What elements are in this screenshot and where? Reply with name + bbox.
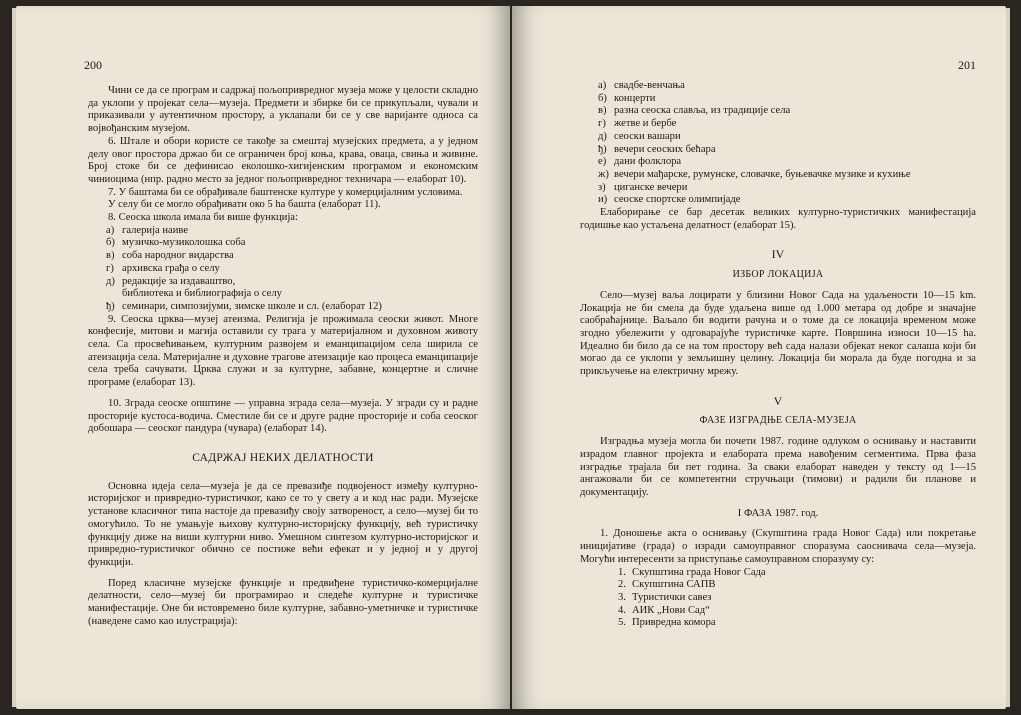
- list-item: библиотека и библиографија о селу: [122, 288, 282, 300]
- list-item: д) редакције за издаваштво,: [106, 275, 236, 287]
- right-page-edge: [1006, 8, 1010, 707]
- list-item: 2. Скупштина САПВ: [618, 579, 716, 591]
- left-page-text: [88, 85, 478, 628]
- paragraph: 10. Зграда сеоске општине — управна зграда села—музеја. У згради су и радне просторије кустоса-водича. Сместиле би се и друге радне просторије и соба сеоског добошара — сеоског пандура (чувара) (елаборат 14).: [88, 397, 478, 435]
- page-number-left: 200: [84, 58, 102, 72]
- left-page: [16, 6, 510, 709]
- list-item: ђ) вечери сеоских бећара: [598, 143, 716, 155]
- paragraph: У селу би се могло обрађивати око 5 ha башта (елаборат 11).: [108, 199, 381, 211]
- list-item: 1. Скупштина града Новог Сада: [618, 566, 766, 578]
- section-heading: ИЗБОР ЛОКАЦИЈА: [732, 269, 824, 281]
- list-item: д) сеоски вашари: [598, 130, 681, 142]
- list-item: б) концерти: [598, 92, 656, 104]
- list-item: б) музичко-музиколошка соба: [106, 237, 246, 249]
- paragraph: 1. Доношење акта о оснивању (Скупштина града Новог Сада) или покретање иницијативе (града) о изради самоуправног споразума саоснивача села—музеја. Могући интересенти за приступање самоуправном споразуму су:: [580, 528, 976, 565]
- paragraph: Основна идеја села—музеја је да се превазиђе подвојеност између културно-историјског и привредно-туристичког, како се то у свету а и код нас ради. Музејске установе класичног типа настоје да превазиђу своју затвореност, а село—музеј би то омогућило. То не умањује њихову културно-историјску функцију, већ туристичку функцију диже на виши културни ниво. Умешном синтезом културно-историјског и привредно-туристичког обично се постиже већи ефекат и у једној и у другој функцији.: [88, 480, 478, 568]
- section-heading: ФАЗЕ ИЗГРАДЊЕ СЕЛА-МУЗЕЈА: [699, 415, 857, 427]
- events-list: [580, 80, 976, 207]
- paragraph: 7. У баштама би се обрађивале баштенске културе у комерцијалним условима.: [108, 186, 463, 198]
- list-item: 3. Туристички савез: [618, 591, 712, 603]
- section-number: V: [773, 393, 783, 408]
- list-item: е) дани фолклора: [598, 156, 682, 168]
- paragraph: Елаборирање се бар десетак великих културно-туристичких манифестација годишње као устаљена делатност (елаборат 15).: [580, 207, 976, 231]
- list-item: г) жетве и бербе: [598, 118, 677, 130]
- list-item: в) разна сеоска славља, из традиције села: [598, 105, 791, 117]
- phase-title: I ФАЗА 1987. год.: [737, 507, 819, 519]
- list-item: 4. АИК „Нови Сад“: [618, 604, 710, 616]
- list-item: 5. Привредна комора: [618, 617, 716, 629]
- section-heading: САДРЖАЈ НЕКИХ ДЕЛАТНОСТИ: [192, 451, 374, 464]
- paragraph: 9. Сеоска црква—музеј атеизма. Религија је прожимала сеоски живот. Многе конфесије, митови и магија оставили су трага у материјалном и духовном животу села. Са просвећивањем, културним развојем и еманципацијом села ширила се атеизација села. Материјалне и духовне трагове атеизације као процеса еманципације села треба сачувати. Црква служи и за културне, забавне, концертне и сличне програме (елаборат 13).: [88, 313, 478, 389]
- right-page-text: [580, 80, 976, 630]
- school-functions-list: [88, 225, 478, 314]
- right-page: [512, 6, 1006, 709]
- paragraph: 6. Штале и обори користе се такође за смештај музејских предмета, а у једном делу овог простора држао би се ограничен број коња, крава, оваца, свиња и живине. Број стоке би се дефинисао еколошко-хигијенским програмом и економским чиниоцима (нпр. радно место за једног пољопривредног техничара — елаборат 10).: [88, 135, 478, 185]
- list-item: ђ) семинари, симпозијуми, зимске школе и сл. (елаборат 12): [106, 300, 382, 312]
- list-item: з) циганске вечери: [598, 181, 688, 193]
- page-number-right: 201: [958, 58, 976, 72]
- paragraph: Изградња музеја могла би почети 1987. године одлуком о оснивању и наставити израдом главног пројекта и елабората према навођеним сегментима. Прва фаза изградње трајала би пет година. За сваки елаборат наведен у тексту од 1—15 ангажовали би се компетентни стручњаци (тимови) и радили би планове и документацију.: [580, 436, 976, 498]
- section-number: IV: [771, 247, 785, 262]
- list-item: а) галерија наиве: [106, 224, 189, 236]
- paragraph: Поред класичне музејске функције и предвиђене туристичко-комерцијалне делатности, село—музеј би програмирао и следеће културне и туристичке манифестације. Оне би истовремено биле културне, забавно-уметничке и туристичке (наведене само као илустрација):: [88, 577, 478, 627]
- list-item: в) соба народног видарства: [106, 250, 234, 262]
- list-item: и) сеоске спортске олимпијаде: [598, 194, 741, 206]
- list-item: а) свадбе-венчања: [598, 80, 685, 91]
- paragraph: Село—музеј ваља лоцирати у близини Новог Сада на удаљености 10—15 km. Локација не би смела да буде удаљена више од 1.000 метара од добре и значајне саобраћајнице. Ваљало би водити рачуна и о томе да се локација временом може згодно убележити у одговарајуће туристичке карте. Површина износи 10—15 ha. Идеално би било да се на том простору већ сада налази објекат неког салаша који би могао да се уклопи у земљишну целину. Локација би морала да буде погодна и за прикључење на електричну мрежу.: [580, 289, 976, 378]
- list-item: ж) вечери мађарске, румунске, словачке, буњевачке музике и кухиње: [598, 168, 911, 180]
- paragraph: Чини се да се програм и садржај пољопривредног музеја може у целости складно да уклопи у пројекат села—музеја. Предмети и збирке би се прикупљали, чували и приказивали у аутентичном простору, а уклапали би се у све варијанте односа са војвођанским музејом.: [88, 85, 478, 135]
- list-item: г) архивска грађа о селу: [106, 262, 220, 274]
- founders-list: [580, 567, 976, 631]
- paragraph: 8. Сеоска школа имала би више функција:: [108, 212, 298, 224]
